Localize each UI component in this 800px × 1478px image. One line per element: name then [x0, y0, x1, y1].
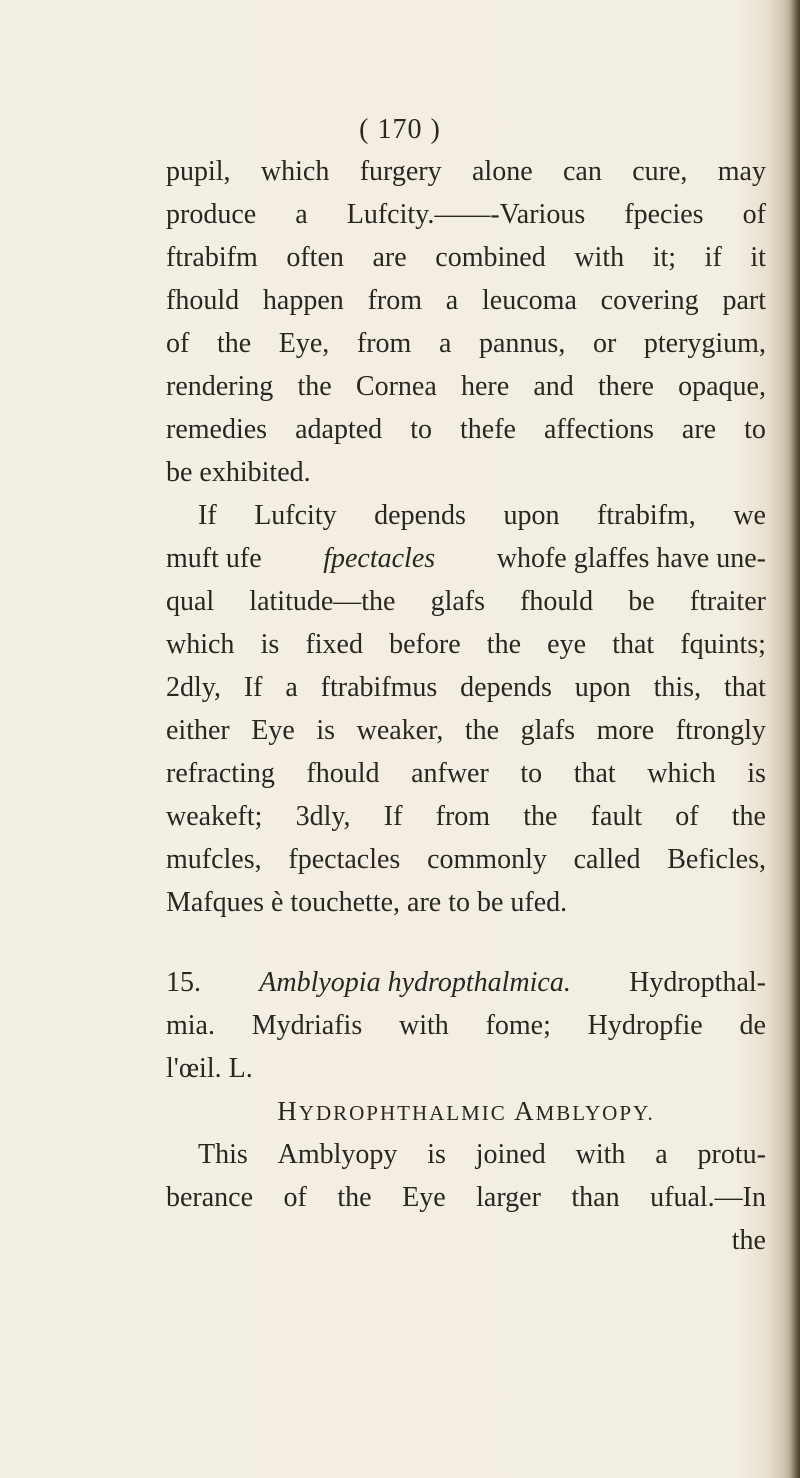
text-line: which is fixed before the eye that fquints;: [166, 629, 766, 660]
text-line: berance of the Eye larger than ufual.—In: [166, 1182, 766, 1213]
text-line: be exhibited.: [166, 457, 311, 488]
text-line: remedies adapted to thefe affections are to: [166, 414, 766, 445]
heading-initial: H: [277, 1096, 299, 1126]
heading-smallcaps: MBLYOPY.: [535, 1101, 655, 1125]
italic-term: fpectacles: [323, 543, 436, 574]
text-line: qual latitude—the glafs fhould be ftraiter: [166, 586, 766, 617]
heading-smallcaps: YDROPHTHALMIC: [298, 1101, 507, 1125]
text-line: fhould happen from a leucoma covering part: [166, 285, 766, 316]
text-line: mufcles, fpectacles commonly called Beficles,: [166, 844, 766, 875]
page-edge: [790, 0, 800, 1478]
text-line: mia. Mydriafis with fome; Hydropfie de: [166, 1010, 766, 1041]
text-line: l'œil. L.: [166, 1053, 253, 1084]
text-line: pupil, which furgery alone can cure, may: [166, 156, 766, 187]
text-line: [166, 537, 766, 580]
section-gap: [166, 924, 766, 961]
text-line: 2dly, If a ftrabifmus depends upon this, that: [166, 672, 766, 703]
text-line: ftrabifm often are combined with it; if it: [166, 242, 766, 273]
section-title-line: [166, 961, 766, 1004]
text-line: weakeft; 3dly, If from the fault of the: [166, 801, 766, 832]
text-fragment: whofe glaffes have une-: [496, 543, 766, 574]
text-fragment: Hydropthal-: [629, 967, 766, 998]
page-number: ( 170 ): [359, 114, 441, 145]
section-number: 15.: [166, 967, 201, 998]
text-line: Mafques è touchette, are to be ufed.: [166, 887, 568, 918]
text-fragment: muft ufe: [166, 543, 262, 574]
text-line: rendering the Cornea here and there opaque,: [166, 371, 766, 402]
catchword: the: [731, 1225, 766, 1256]
text-line: refracting fhould anfwer to that which is: [166, 758, 766, 789]
section-heading: [166, 1090, 766, 1133]
heading-initial: A: [514, 1096, 536, 1126]
text-line: This Amblyopy is joined with a protu-: [198, 1139, 766, 1170]
text-line: of the Eye, from a pannus, or pterygium,: [166, 328, 766, 359]
body-text: [166, 150, 766, 1262]
section-latin-title: Amblyopia hydropthalmica.: [259, 967, 571, 998]
text-line: If Lufcity depends upon ftrabifm, we: [198, 500, 766, 531]
text-line: either Eye is weaker, the glafs more ftrongly: [166, 715, 766, 746]
text-line: produce a Lufcity.——-Various fpecies of: [166, 199, 766, 230]
